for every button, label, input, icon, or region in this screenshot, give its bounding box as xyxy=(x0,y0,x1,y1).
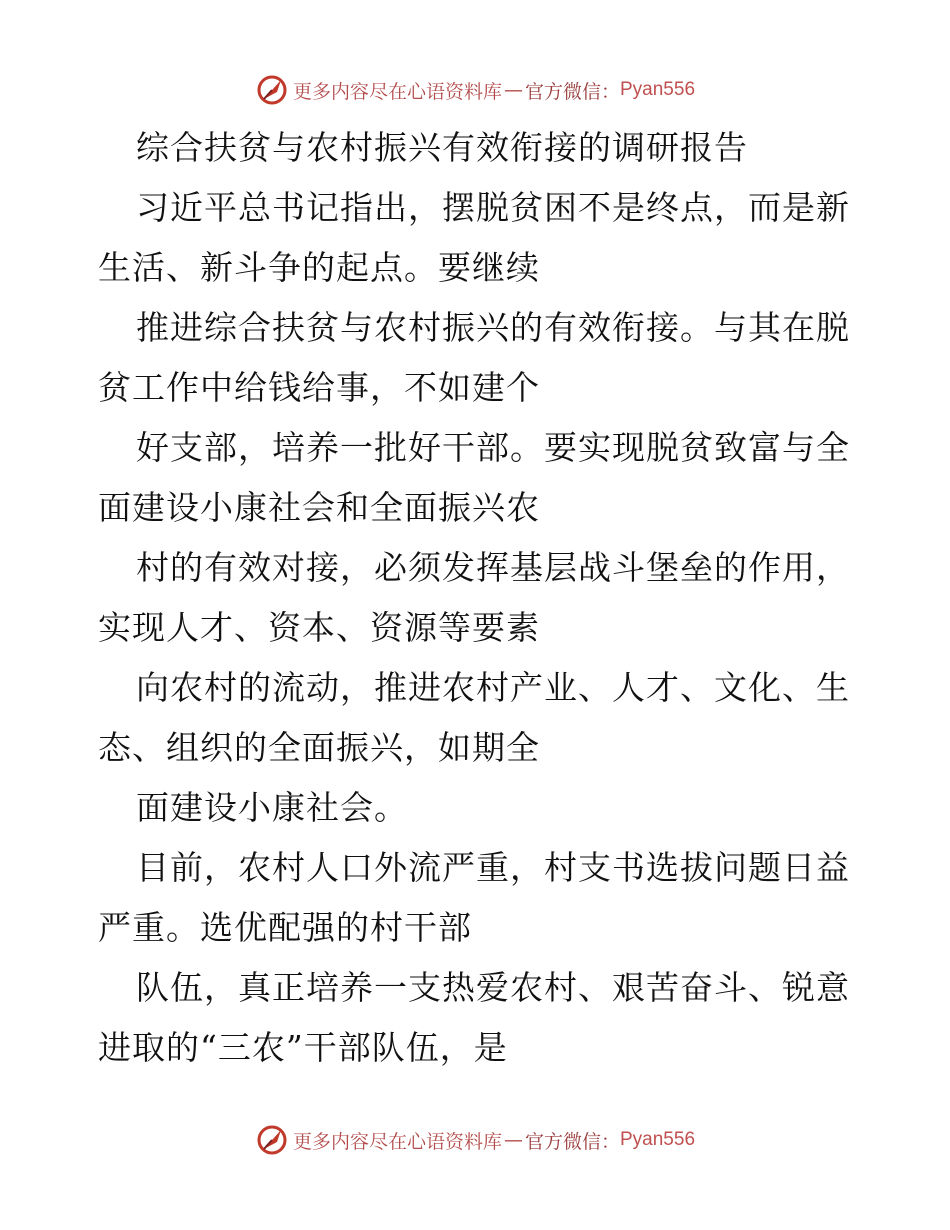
header-wechat-label: 官方微信： xyxy=(524,80,620,103)
text-line: 进取的“三农”干部队伍，是 xyxy=(98,1028,508,1067)
document-body xyxy=(98,118,858,1078)
footer-banner[interactable] xyxy=(0,1120,950,1160)
footer-wechat-id: Pyan556 xyxy=(620,1129,696,1150)
text-line: 面建设小康社会。 xyxy=(136,788,408,827)
document-title: 综合扶贫与农村振兴有效衔接的调研报告 xyxy=(136,128,748,167)
text-line: 向农村的流动，推进农村产业、人才、文化、生 xyxy=(136,668,850,707)
text-line: 推进综合扶贫与农村振兴的有效衔接。与其在脱 xyxy=(136,308,850,347)
quill-logo-icon xyxy=(255,73,289,107)
text-line: 贫工作中给钱给事，不如建个 xyxy=(98,368,540,407)
header-separator: — xyxy=(503,79,523,101)
quill-logo-icon xyxy=(255,1123,289,1157)
text-line: 目前，农村人口外流严重，村支书选拔问题日益 xyxy=(136,848,850,887)
text-line: 实现人才、资本、资源等要素 xyxy=(98,608,540,647)
text-line: 村的有效对接，必须发挥基层战斗堡垒的作用， xyxy=(136,548,850,587)
text-line: 严重。选优配强的村干部 xyxy=(98,908,472,947)
text-line: 好支部，培养一批好干部。要实现脱贫致富与全 xyxy=(136,428,850,467)
text-line: 队伍，真正培养一支热爱农村、艰苦奋斗、锐意 xyxy=(136,968,850,1007)
footer-separator: — xyxy=(503,1129,523,1151)
text-line: 态、组织的全面振兴，如期全 xyxy=(98,728,540,767)
header-brand-text: 更多内容尽在心语资料库 xyxy=(292,80,502,103)
header-banner[interactable] xyxy=(0,70,950,110)
text-line: 生活、新斗争的起点。要继续 xyxy=(98,248,540,287)
text-line: 习近平总书记指出，摆脱贫困不是终点，而是新 xyxy=(136,188,850,227)
text-line: 面建设小康社会和全面振兴农 xyxy=(98,488,540,527)
footer-brand-text: 更多内容尽在心语资料库 xyxy=(292,1130,502,1153)
footer-wechat-label: 官方微信： xyxy=(524,1130,620,1153)
header-wechat-id: Pyan556 xyxy=(620,79,696,100)
